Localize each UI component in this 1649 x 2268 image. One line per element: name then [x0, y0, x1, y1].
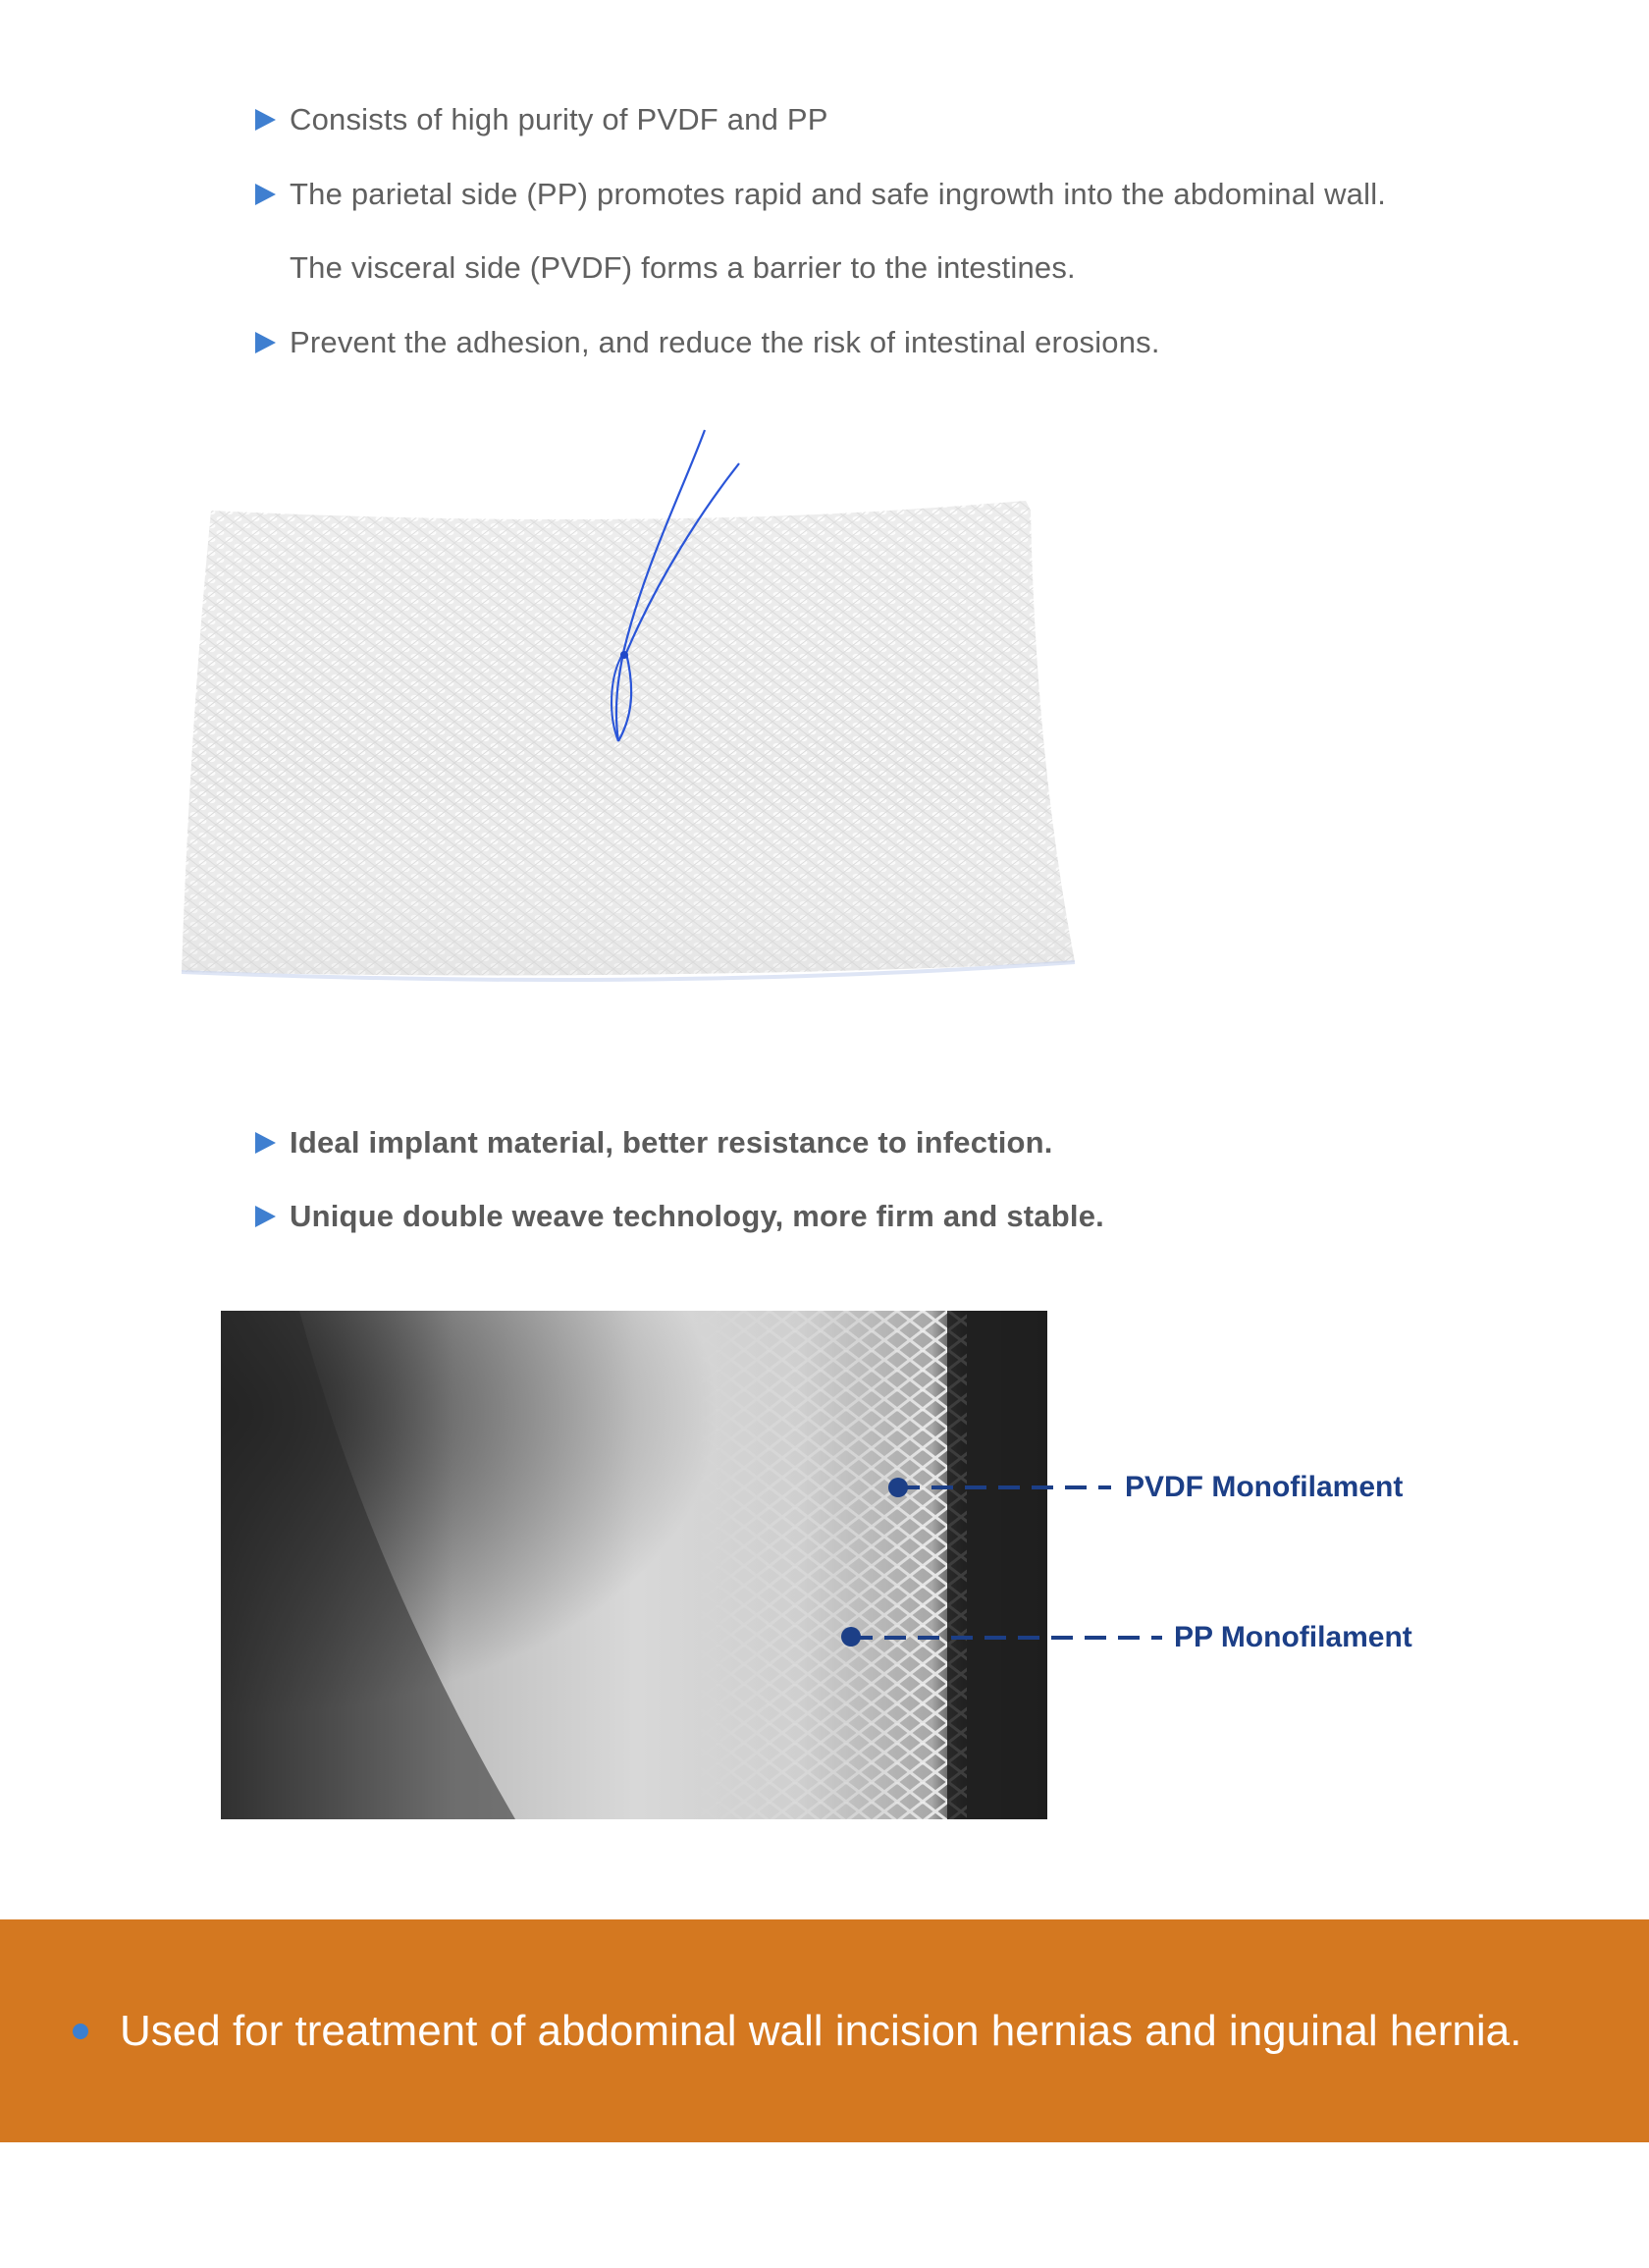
dot-bullet-icon: [73, 2024, 88, 2039]
application-banner: [0, 1919, 1649, 2142]
feature-text: Prevent the adhesion, and reduce the risk of intestinal erosions.: [290, 325, 1160, 359]
pp-callout-label: PP Monofilament: [1174, 1621, 1412, 1653]
feature-text: The visceral side (PVDF) forms a barrier to the intestines.: [290, 250, 1076, 285]
feature-text: The parietal side (PP) promotes rapid and safe ingrowth into the abdominal wall.: [290, 177, 1387, 211]
banner-text: Used for treatment of abdominal wall incision hernias and inguinal hernia.: [120, 2006, 1522, 2055]
feature-text: Unique double weave technology, more firm and stable.: [290, 1199, 1104, 1233]
feature-text: Ideal implant material, better resistance to infection.: [290, 1125, 1053, 1160]
pvdf-callout-label: PVDF Monofilament: [1125, 1471, 1404, 1503]
feature-text: Consists of high purity of PVDF and PP: [290, 102, 828, 136]
